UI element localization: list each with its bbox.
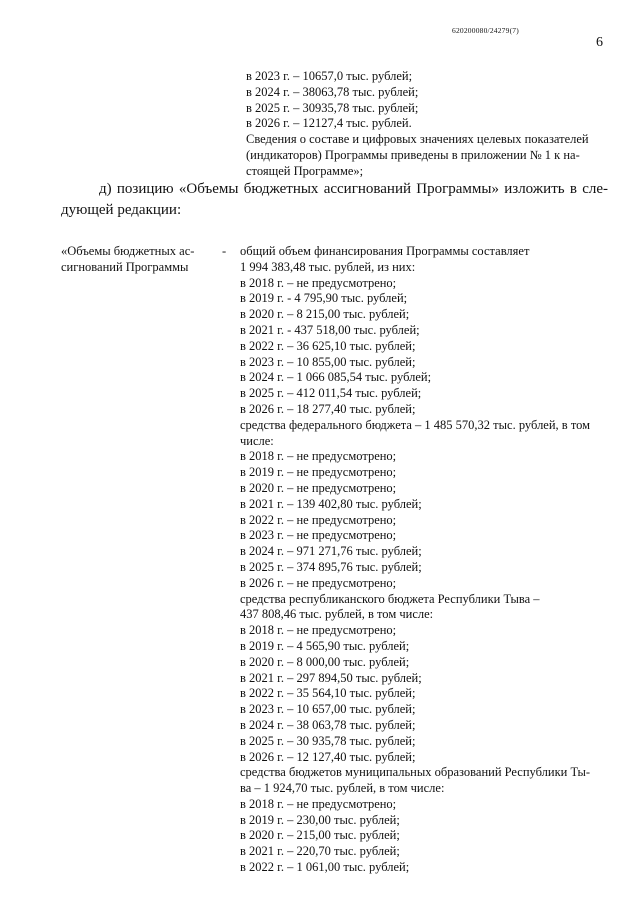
- funding-line: в 2018 г. – не предусмотрено;: [240, 275, 397, 290]
- funding-line: в 2018 г. – не предусмотрено;: [240, 449, 397, 464]
- funding-line: общий объем финансирования Программы составляет: [240, 244, 530, 258]
- funding-line: в 2020 г. – 8 215,00 тыс. рублей;: [240, 307, 410, 322]
- funding-line: в 2021 г. – 139 402,80 тыс. рублей;: [240, 496, 422, 511]
- funding-line: в 2022 г. – 36 625,10 тыс. рублей;: [240, 338, 416, 353]
- funding-line: в 2018 г. – не предусмотрено;: [240, 623, 397, 638]
- funding-line: 1 994 383,48 тыс. рублей, из них:: [240, 259, 416, 274]
- label-line: «Объемы бюджетных ас-: [61, 244, 195, 258]
- funding-line: в 2024 г. – 38 063,78 тыс. рублей;: [240, 717, 416, 732]
- funding-line: 437 808,46 тыс. рублей, в том числе:: [240, 607, 434, 622]
- funding-line: в 2019 г. – 4 565,90 тыс. рублей;: [240, 638, 410, 653]
- year-line: в 2025 г. – 30935,78 тыс. рублей;: [246, 100, 419, 115]
- funding-line: средства республиканского бюджета Республики Тыва –: [240, 591, 540, 606]
- funding-line: в 2020 г. – 215,00 тыс. рублей;: [240, 828, 400, 843]
- funding-line: в 2020 г. – 8 000,00 тыс. рублей;: [240, 654, 410, 669]
- position-label: [61, 244, 211, 276]
- separator-dash: -: [222, 244, 227, 258]
- funding-line: в 2026 г. – 12 127,40 тыс. рублей;: [240, 749, 416, 764]
- year-line: в 2024 г. – 38063,78 тыс. рублей;: [246, 84, 419, 99]
- label-line: сигнований Программы: [61, 259, 189, 274]
- funding-line: в 2023 г. – 10 657,00 тыс. рублей;: [240, 702, 416, 717]
- funding-line: в 2021 г. - 437 518,00 тыс. рублей;: [240, 322, 420, 337]
- funding-line: в 2025 г. – 374 895,76 тыс. рублей;: [240, 559, 422, 574]
- funding-line: в 2023 г. – 10 855,00 тыс. рублей;: [240, 354, 416, 369]
- year-line: в 2023 г. – 10657,0 тыс. рублей;: [246, 69, 413, 83]
- funding-line: средства федерального бюджета – 1 485 570,32 тыс. рублей, в том: [240, 417, 591, 432]
- funding-line: в 2021 г. – 297 894,50 тыс. рублей;: [240, 670, 422, 685]
- funding-line: в 2018 г. – не предусмотрено;: [240, 796, 397, 811]
- funding-line: в 2022 г. – не предусмотрено;: [240, 512, 397, 527]
- year-line: в 2026 г. – 12127,4 тыс. рублей.: [246, 116, 412, 131]
- funding-line: в 2020 г. – не предусмотрено;: [240, 480, 397, 495]
- funding-line: ва – 1 924,70 тыс. рублей, в том числе:: [240, 781, 445, 796]
- funding-line: в 2025 г. – 30 935,78 тыс. рублей;: [240, 733, 416, 748]
- funding-continuation-block: [246, 69, 608, 180]
- funding-line: в 2021 г. – 220,70 тыс. рублей;: [240, 844, 400, 859]
- funding-line: в 2023 г. – не предусмотрено;: [240, 528, 397, 543]
- funding-line: в 2019 г. - 4 795,90 тыс. рублей;: [240, 291, 408, 306]
- funding-line: числе:: [240, 433, 274, 448]
- funding-line: в 2026 г. – не предусмотрено;: [240, 575, 397, 590]
- funding-line: в 2026 г. – 18 277,40 тыс. рублей;: [240, 401, 416, 416]
- funding-line: в 2024 г. – 1 066 085,54 тыс. рублей;: [240, 370, 432, 385]
- funding-line: в 2025 г. – 412 011,54 тыс. рублей;: [240, 386, 422, 401]
- amendment-paragraph: д) позицию «Объемы бюджетных ассигнований Программы» изложить в сле-дующей редакции:: [61, 181, 608, 218]
- note-line: Сведения о составе и цифровых значениях целевых показателей: [246, 132, 589, 147]
- note-line: (индикаторов) Программы приведены в приложении № 1 к на-: [246, 147, 580, 162]
- funding-line: в 2019 г. – не предусмотрено;: [240, 465, 397, 480]
- page-number: 6: [596, 35, 603, 50]
- funding-line: в 2022 г. – 1 061,00 тыс. рублей;: [240, 860, 410, 875]
- funding-line: в 2019 г. – 230,00 тыс. рублей;: [240, 812, 400, 827]
- note-line: стоящей Программе»;: [246, 163, 364, 178]
- funding-details-block: [240, 244, 608, 876]
- funding-line: в 2022 г. – 35 564,10 тыс. рублей;: [240, 686, 416, 701]
- funding-line: средства бюджетов муниципальных образований Республики Ты-: [240, 765, 591, 780]
- funding-line: в 2024 г. – 971 271,76 тыс. рублей;: [240, 544, 422, 559]
- document-code: 620200080/24279(7): [452, 26, 519, 35]
